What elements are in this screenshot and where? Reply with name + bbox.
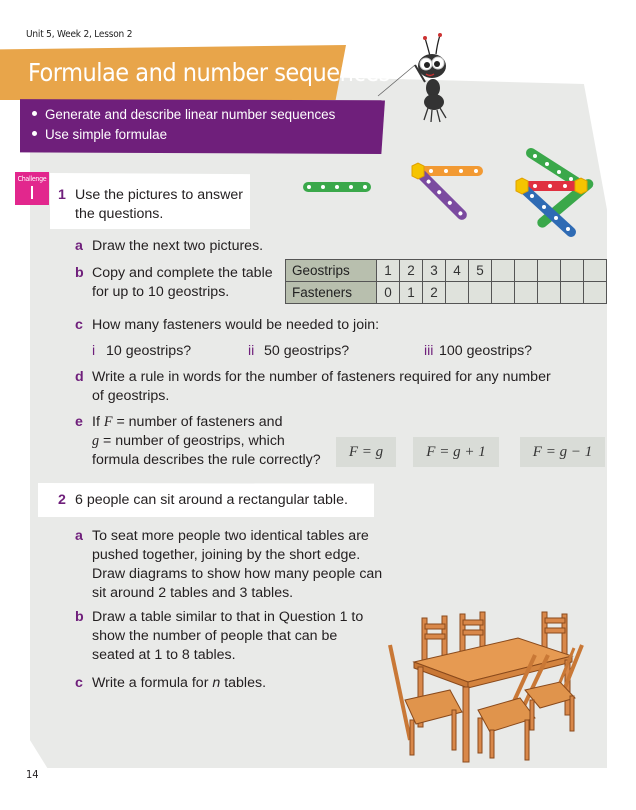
table-cell [538,282,561,304]
bullet-icon [32,111,37,116]
geostrips-illustration [295,140,595,240]
question-2b: b Draw a table similar to that in Question 1 to show the number of people that can be seated at 1 to 8 tables. [75,609,364,663]
ant-mascot-icon [370,30,480,130]
table-cell: 1 [377,260,400,282]
objective-item: Generate and describe linear number sequences [32,107,335,122]
table-cell [492,282,515,304]
question-1d: d Write a rule in words for the number of fasteners required for any number of geostrips. [75,369,551,404]
table-cell [492,260,515,282]
table-cell [538,260,561,282]
table-cell: 4 [446,260,469,282]
table-row-geostrips [286,260,607,282]
row-header: Fasteners [286,282,377,304]
row-header: Geostrips [286,260,377,282]
table-cell [446,282,469,304]
lesson-reference: Unit 5, Week 2, Lesson 2 [26,29,133,40]
question-1e: e If F = number of fasteners and g = number of geostrips, which formula describes the rule correctly? [75,414,321,468]
question-1a: a Draw the next two pictures. [75,238,264,254]
table-cell: 2 [423,282,446,304]
page-title: Formulae and number sequences [28,58,390,87]
table-cell [584,260,607,282]
table-cell: 2 [400,260,423,282]
geostrip-picture-1 [303,182,371,192]
table-row-fasteners [286,282,607,304]
table-cell [515,282,538,304]
table-cell [515,260,538,282]
page-number: 14 [26,768,39,781]
question-2: 2 6 people can sit around a rectangular table. [58,492,348,508]
table-chairs-illustration [370,600,590,765]
question-2c: c Write a formula for n tables. [75,675,267,691]
challenge-level-1 [31,186,33,199]
table-cell [584,282,607,304]
geostrip-picture-3 [516,153,595,232]
table-cell: 5 [469,260,492,282]
formula-option-1: F = g [336,437,396,467]
objective-item: Use simple formulae [32,127,167,142]
table-cell [561,282,584,304]
question-1b: b Copy and complete the table for up to 10 geostrips. [75,265,273,300]
question-1c-iii: iii 100 geostrips? [424,343,533,359]
formula-option-3: F = g − 1 [520,437,605,467]
table-cell [469,282,492,304]
table-cell: 3 [423,260,446,282]
question-1: 1 Use the pictures to answer the questions. [58,187,243,222]
table-cell [561,260,584,282]
geostrips-fasteners-table [285,259,607,304]
question-2a: a To seat more people two identical tables are pushed together, joining by the short edge. Draw diagrams to show how many people can sit around 2 tables and 3 tables. [75,528,383,601]
table-cell: 1 [400,282,423,304]
question-1c-ii: ii 50 geostrips? [248,343,350,359]
geostrip-picture-2 [411,163,483,222]
question-1c: c How many fasteners would be needed to join: [75,317,380,333]
bullet-icon [32,131,37,136]
formula-option-2: F = g + 1 [413,437,499,467]
table-cell: 0 [377,282,400,304]
question-1c-i: i 10 geostrips? [92,343,192,359]
challenge-badge: Challenge [15,172,49,205]
